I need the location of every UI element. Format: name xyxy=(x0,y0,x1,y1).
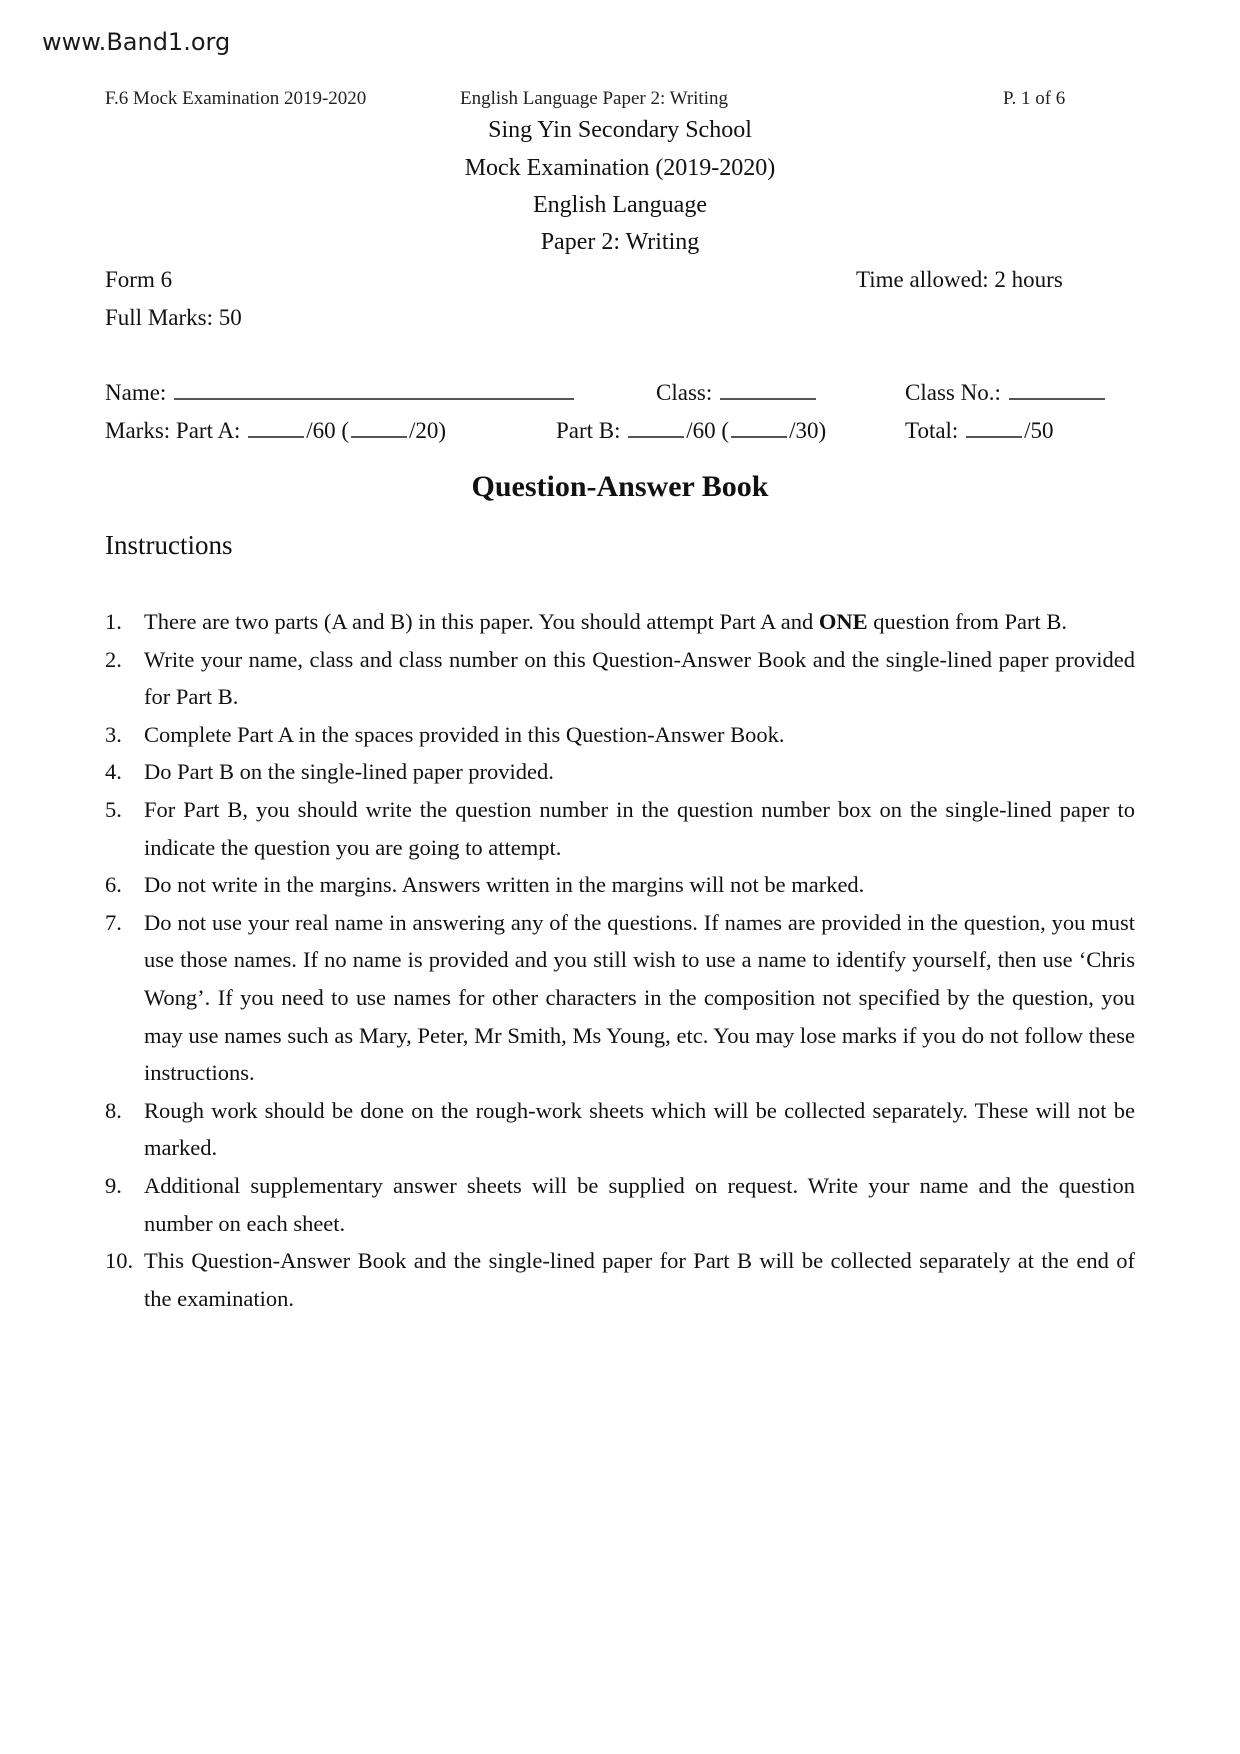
class-no-field-group xyxy=(905,380,1107,406)
running-header-center: English Language Paper 2: Writing xyxy=(460,88,728,109)
instruction-number: 9. xyxy=(105,1172,122,1198)
class-label: Class: xyxy=(656,380,713,405)
class-field-group xyxy=(656,380,818,406)
book-title: Question-Answer Book xyxy=(471,470,769,503)
instruction-item xyxy=(105,904,1135,1092)
form-label: Form 6 xyxy=(105,267,173,292)
part-b-weighted-input[interactable] xyxy=(731,418,787,438)
instruction-number: 10. xyxy=(105,1248,134,1274)
instruction-item xyxy=(105,1242,1135,1317)
instruction-text: Write your name, class and class number on this Question-Answer Book and the single-lined paper provided for Part B. xyxy=(144,646,1135,710)
subject-title: English Language xyxy=(533,192,707,218)
instructions-heading: Instructions xyxy=(105,530,233,560)
instruction-emphasis: ONE xyxy=(818,609,868,634)
name-field-group xyxy=(105,380,576,406)
total-max: /50 xyxy=(1024,418,1054,443)
class-input[interactable] xyxy=(720,380,816,400)
full-marks: Full Marks: 50 xyxy=(105,305,242,330)
paper-title: Paper 2: Writing xyxy=(540,229,700,255)
instruction-text-cont: question from Part B. xyxy=(867,609,1068,634)
part-b-raw-max: /60 ( xyxy=(686,418,730,443)
part-a-weighted-max: /20) xyxy=(409,418,447,443)
instruction-text: Additional supplementary answer sheets will be supplied on request. Write your name and the question number on each sheet. xyxy=(144,1172,1135,1236)
instruction-number: 8. xyxy=(105,1097,122,1123)
total-marks-group xyxy=(905,418,1053,444)
instruction-item xyxy=(105,753,1135,791)
instruction-text: There are two parts (A and B) in this paper. You should attempt Part A and xyxy=(144,609,819,634)
school-name: Sing Yin Secondary School xyxy=(488,117,752,143)
instruction-text: For Part B, you should write the question number in the question number box on the single-lined paper to indicate the question you are going to attempt. xyxy=(144,796,1135,860)
watermark: www.Band1.org xyxy=(42,28,231,56)
part-a-raw-max: /60 ( xyxy=(306,418,350,443)
part-b-label: Part B: xyxy=(556,418,621,443)
instruction-text: Rough work should be done on the rough-work sheets which will be collected separately. These will not be marked. xyxy=(144,1097,1135,1161)
instruction-item xyxy=(105,603,1135,641)
time-allowed: Time allowed: 2 hours xyxy=(856,267,1063,292)
instruction-item xyxy=(105,791,1135,866)
instruction-text: Do Part B on the single-lined paper provided. xyxy=(144,759,554,785)
class-no-input[interactable] xyxy=(1009,380,1105,400)
part-b-weighted-max: /30) xyxy=(789,418,827,443)
instruction-item xyxy=(105,641,1135,716)
instructions-list xyxy=(105,603,1135,1317)
instruction-number: 4. xyxy=(105,759,122,785)
running-header-left: F.6 Mock Examination 2019-2020 xyxy=(105,88,367,109)
instruction-number: 7. xyxy=(105,909,122,935)
instruction-text: Complete Part A in the spaces provided in this Question-Answer Book. xyxy=(144,721,785,747)
name-input[interactable] xyxy=(174,380,574,400)
part-a-weighted-input[interactable] xyxy=(351,418,407,438)
instruction-number: 3. xyxy=(105,721,122,747)
instruction-text: Do not write in the margins. Answers written in the margins will not be marked. xyxy=(144,872,865,898)
part-a-marks-group xyxy=(105,418,446,444)
instruction-item xyxy=(105,1092,1135,1167)
part-b-raw-input[interactable] xyxy=(628,418,684,438)
total-input[interactable] xyxy=(966,418,1022,438)
part-a-raw-input[interactable] xyxy=(248,418,304,438)
instruction-number: 2. xyxy=(105,646,122,672)
name-label: Name: xyxy=(105,380,167,405)
instruction-text: This Question-Answer Book and the single-lined paper for Part B will be collected separately at the end of the examination. xyxy=(144,1248,1135,1311)
total-label: Total: xyxy=(905,418,959,443)
instruction-item xyxy=(105,866,1135,904)
part-b-marks-group xyxy=(556,418,826,444)
instruction-item xyxy=(105,716,1135,754)
instruction-item xyxy=(105,1167,1135,1242)
exam-title: Mock Examination (2019-2020) xyxy=(464,155,776,181)
instruction-number: 6. xyxy=(105,872,122,898)
page-number: P. 1 of 6 xyxy=(1003,88,1066,109)
class-no-label: Class No.: xyxy=(905,380,1001,405)
part-a-label: Marks: Part A: xyxy=(105,418,241,443)
instruction-text: Do not use your real name in answering any of the questions. If names are provided in the question, you must use those names. If no name is provided and you still wish to use a name to identify yourself, then use ‘Chris Wong’. If you need to use names for other characters in the composition not specified by the question, you may use names such as Mary, Peter, Mr Smith, Ms Young, etc. You may lose marks if you do not follow these instructions. xyxy=(144,909,1135,1086)
instruction-number: 1. xyxy=(105,609,122,634)
instruction-number: 5. xyxy=(105,796,122,822)
